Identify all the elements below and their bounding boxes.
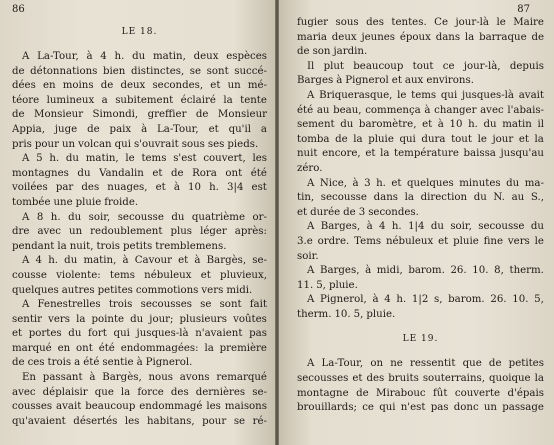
text-line: A Barges, à 4 h. 1|4 du soir, secousse du <box>307 221 544 233</box>
text-line: Il plut beaucoup tout ce jour-là, depuis <box>307 60 544 72</box>
text-line: sentir vers la pointe du jour; plusieurs voûtes <box>12 313 267 325</box>
text-line: qu'avaient désertés les habitans, pour se ré- <box>12 415 267 427</box>
text-line: A Barges, à midi, barom. 26. 10. 8, therm. <box>307 265 544 277</box>
left-page <box>0 0 275 445</box>
text-line: 11. 5, pluie. <box>297 279 358 291</box>
text-line: En passant à Bargès, nous avons remarqué <box>22 372 267 384</box>
text-line: A La-Tour, à 4 h. du matin, deux espèces <box>22 51 267 62</box>
text-line: A Fenestrelles trois secousses se sont fait <box>22 299 267 311</box>
text-line: soir. <box>297 250 319 262</box>
text-line: pendant la nuit, trois petits tremblemens. <box>12 240 227 252</box>
date-heading-18: LE 18. <box>121 27 158 37</box>
date-heading-19: LE 19. <box>402 334 439 345</box>
text-line: 3.e ordre. Tems nébuleux et pluie fine vers le <box>297 235 544 247</box>
text-line: A La-Tour, on ne ressentit que de petites <box>307 358 544 370</box>
text-line: A Briquerasque, le tems qui jusques-là avait <box>307 89 544 101</box>
text-line: et portes du fort qui jusques-là n'avaient pas <box>12 328 267 340</box>
right-page-body-top <box>297 16 544 322</box>
text-line: de Monsieur Simondi, greffier de Monsieur <box>12 109 267 121</box>
text-line: tin, secousse dans la direction du N. au S., <box>297 192 544 204</box>
left-page-body <box>12 50 267 429</box>
text-line: A 8 h. du soir, secousse du quatrième or- <box>22 211 267 223</box>
text-line: maria deux jeunes époux dans la barraque de <box>297 31 544 43</box>
text-line: A Nice, à 3 h. et quelques minutes du ma- <box>307 177 544 189</box>
text-line: voilées par des nuages, et à 10 h. 3|4 est <box>12 182 267 194</box>
right-page <box>279 0 554 445</box>
text-line: fugier sous des tentes. Ce jour-là le Maire <box>297 17 544 28</box>
text-line: cousse violente: tems nébuleux et pluvieux, <box>12 269 267 281</box>
right-page-body-bottom <box>297 357 544 415</box>
text-line: dées en moins de deux secondes, et un mé- <box>12 80 267 92</box>
text-line: therm. 10. 5, pluie. <box>297 308 396 320</box>
text-line: tombée une pluie froide. <box>12 196 139 208</box>
text-line: nuit encore, et la température baissa jusqu'au <box>297 148 544 160</box>
text-line: été au beau, commença à changer avec l'abais- <box>297 104 544 116</box>
text-line: de détonnations bien distinctes, se sont succé- <box>12 65 267 77</box>
text-line: montagnes du Vandalin et de Rora ont été <box>12 167 267 179</box>
text-line: marqué en ont été endommagées: la première <box>12 342 267 354</box>
text-line: A Pignerol, à 4 h. 1|2 s, barom. 26. 10. 5, <box>307 294 544 306</box>
text-line: zéro. <box>297 162 323 174</box>
text-line: quelques autres petites commotions vers midi. <box>12 284 253 296</box>
text-line: brouillards; ce qui n'est pas donc un passage <box>297 402 544 414</box>
text-line: cousses avait beaucoup endommagé les maisons <box>12 401 267 413</box>
text-line: Barges à Pignerol et aux environs. <box>297 75 474 87</box>
text-line: dre avec un redoublement plus léger après: <box>12 226 267 238</box>
text-line: avec déplaisir que la force des dernières se- <box>12 386 267 398</box>
text-line: montagne de Mirabouc fût couverte d'épais <box>297 387 544 399</box>
text-line: tomba de la pluie qui dura tout le jour et la <box>297 133 544 145</box>
text-line: sement du baromètre, et à 10 h. du matin il <box>297 119 544 131</box>
text-line: Appia, juge de paix à La-Tour, et qu'il a <box>12 123 267 135</box>
text-line: secousses et des bruits souterrains, quoique la <box>297 373 544 385</box>
text-line: pris pour un volcan qui s'ouvrait sous ses pieds. <box>12 138 259 150</box>
text-line: de son jardin. <box>297 46 368 58</box>
text-line: téore lumineux a subitement éclairé la tente <box>12 94 267 106</box>
text-line: et durée de 3 secondes. <box>297 206 419 218</box>
text-line: A 5 h. du matin, le tems s'est couvert, les <box>22 153 267 165</box>
text-line: de ces trois a été sentie à Pignerol. <box>12 357 193 369</box>
page-number-left: 86 <box>12 4 25 15</box>
page-number-right: 87 <box>517 4 530 15</box>
text-line: A 4 h. du matin, à Cavour et à Bargès, se- <box>22 255 267 267</box>
